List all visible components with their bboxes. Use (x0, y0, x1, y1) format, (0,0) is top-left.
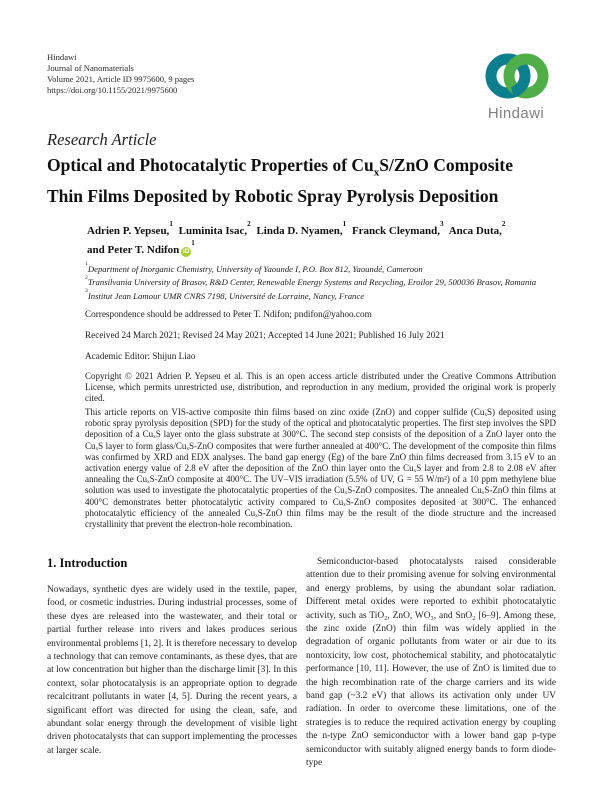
author-4: Franck Cleymand,$^3$ (351, 219, 444, 237)
intro-column-right: Semiconductor-based photocatalysts raised considerable attention due to their promising avenue for solving environmental and energy problems, by using the abundant solar radiation. Different metal oxides were reported to exhibit photocatalytic activity, such as TiO₂, ZnO, WO₃, and SnO₂ [6–9]. Among these, the zinc oxide (ZnO) thin film was widely applied in the degradation of organic pollutants from water or air due to its nontoxicity, low cost, photochemical stability, and photocatalytic performance [10, 11]. However, the use of ZnO is limited due to the high recombination rate of the charge carriers and its wide band gap (~3.2 eV) that allows its activation only under UV radiation. In order to overcome these limitations, one of the strategies is to reduce the required activation energy by coupling the n-type ZnO semiconductor with a lower band gap p-type semiconductor with suitably aligned energy bands to form diode-type (306, 557, 556, 769)
author-5: Anca Duta,$^2$ (448, 219, 506, 237)
author-6-affiliation-sup: 1 (191, 238, 195, 247)
title-line2: Thin Films Deposited by Robotic Spray Pyrolysis Deposition (47, 186, 499, 206)
article-history-line: Received 24 March 2021; Revised 24 May 2021; Accepted 14 June 2021; Published 16 July 2021 (85, 330, 445, 340)
author-2: Luminita Isac,$^2$ (178, 219, 251, 237)
title-line1-post: S/ZnO Composite (379, 155, 513, 175)
author-2-affiliation-sup: 2 (247, 219, 251, 228)
journal-name: Journal of Nanomaterials (47, 63, 134, 73)
affiliation-1: $^1$Department of Inorganic Chemistry, University of Yaounde I, P.O. Box 812, Yaoundé, Cameroon (85, 261, 423, 274)
author-1-affiliation-sup: 1 (169, 219, 173, 228)
hindawi-logo (468, 50, 564, 122)
author-3: Linda D. Nyamen,$^1$ (256, 219, 347, 237)
title-subscript-x: x (373, 166, 380, 179)
author-5-affiliation-sup: 2 (501, 219, 506, 228)
volume-line: Volume 2021, Article ID 9975600, 9 pages (47, 74, 195, 84)
copyright-notice: Copyright © 2021 Adrien P. Yepseu et al. This is an open access article distributed under the Creative Commons Attribution License, which permits unrestricted use, distribution, and reproduction in any medium, provided the original work is properly cited. (85, 371, 556, 404)
publisher-name: Hindawi (47, 52, 77, 62)
author-list (87, 220, 562, 258)
affiliation-3: $^3$Institut Jean Lamour UMR CNRS 7198, Université de Lorraine, Nancy, France (85, 288, 365, 301)
author-1: Adrien P. Yepseu,$^1$ (87, 219, 173, 237)
abstract-text: This article reports on VIS-active composite thin films based on zinc oxide (ZnO) and copper sulfide (CuₓS) deposited using robotic spray pyrolysis deposition (SPD) for the study of the optical and photocatalytic properties. The first step involves the SPD deposition of a CuₓS layer onto the glass substrate at 300°C. The second step consists of the deposition of a ZnO layer onto the CuₓS layer to form glass/CuₓS-ZnO composites that were further annealed at 400°C. The development of the composite thin films was confirmed by XRD and EDX analyses. The band gap energy (Eg) of the bare ZnO thin films decreased from 3.15 eV to an activation energy value of 2.8 eV after the deposition of the ZnO thin layer onto the CuₓS layer and from 2.8 to 2.08 eV after annealing the CuₓS-ZnO composite at 400°C. The UV–VIS irradiation (5.5% of UV, G = 55 W/m²) of a 10 ppm methylene blue solution was used to investigate the photocatalytic properties of the CuₓS-ZnO composites. The annealed CuₓS-ZnO thin films at 400°C demonstrates better photocatalytic activity compared to CuₓS-ZnO composites deposited at 300°C. The enhanced photocatalytic efficiency of the annealed CuₓS-ZnO thin films may be the result of the diode structure and the increased crystallinity that prevent the electron-hole recombination. (85, 407, 556, 530)
hindawi-rings-icon (483, 50, 549, 104)
affiliation-list (85, 262, 560, 302)
article-type-label: Research Article (47, 130, 157, 149)
doi-link: https://doi.org/10.1155/2021/9975600 (47, 85, 178, 95)
author-3-affiliation-sup: 1 (342, 219, 347, 228)
intro-column-left: Nowadays, synthetic dyes are widely used in the textile, paper, food, or cosmetic industries. During industrial processes, some of these dyes are released into the wastewater, and their total or partial further release into rivers and lakes produces serious environmental problems [1, 2]. It is therefore necessary to develop a technology that can remove contaminants, as these dyes, that are at low concentration but higher than the discharge limit [3]. In this context, solar photocatalysis is an appropriate option to degrade recalcitrant pollutants in water [4, 5]. During the recent years, a significant effort was directed for using the clean, safe, and abundant solar energy through the development of visible light driven photocatalysts that can support implementing the processes at larger scale. (47, 585, 297, 756)
orcid-icon[interactable]: iD (183, 247, 190, 255)
author-6: and Peter T. Ndifon $iD^1$ (87, 238, 195, 256)
section-1-heading: 1. Introduction (47, 556, 128, 570)
academic-editor-line: Academic Editor: Shijun Liao (85, 351, 196, 361)
correspondence-line: Correspondence should be addressed to Peter T. Ndifon; pndifon@yahoo.com (85, 309, 372, 319)
hindawi-wordmark: Hindawi (487, 105, 545, 122)
affiliation-2: $^2$Transilvania University of Brasov, R&D Center, Renewable Energy Systems and Recycling, Eroilor 29, 500036 Brasov, Romania (85, 274, 537, 288)
article-title (47, 154, 562, 209)
author-4-affiliation-sup: 3 (439, 219, 444, 228)
title-line1-pre: Optical and Photocatalytic Properties of Cu (47, 155, 374, 175)
masthead (47, 52, 194, 96)
